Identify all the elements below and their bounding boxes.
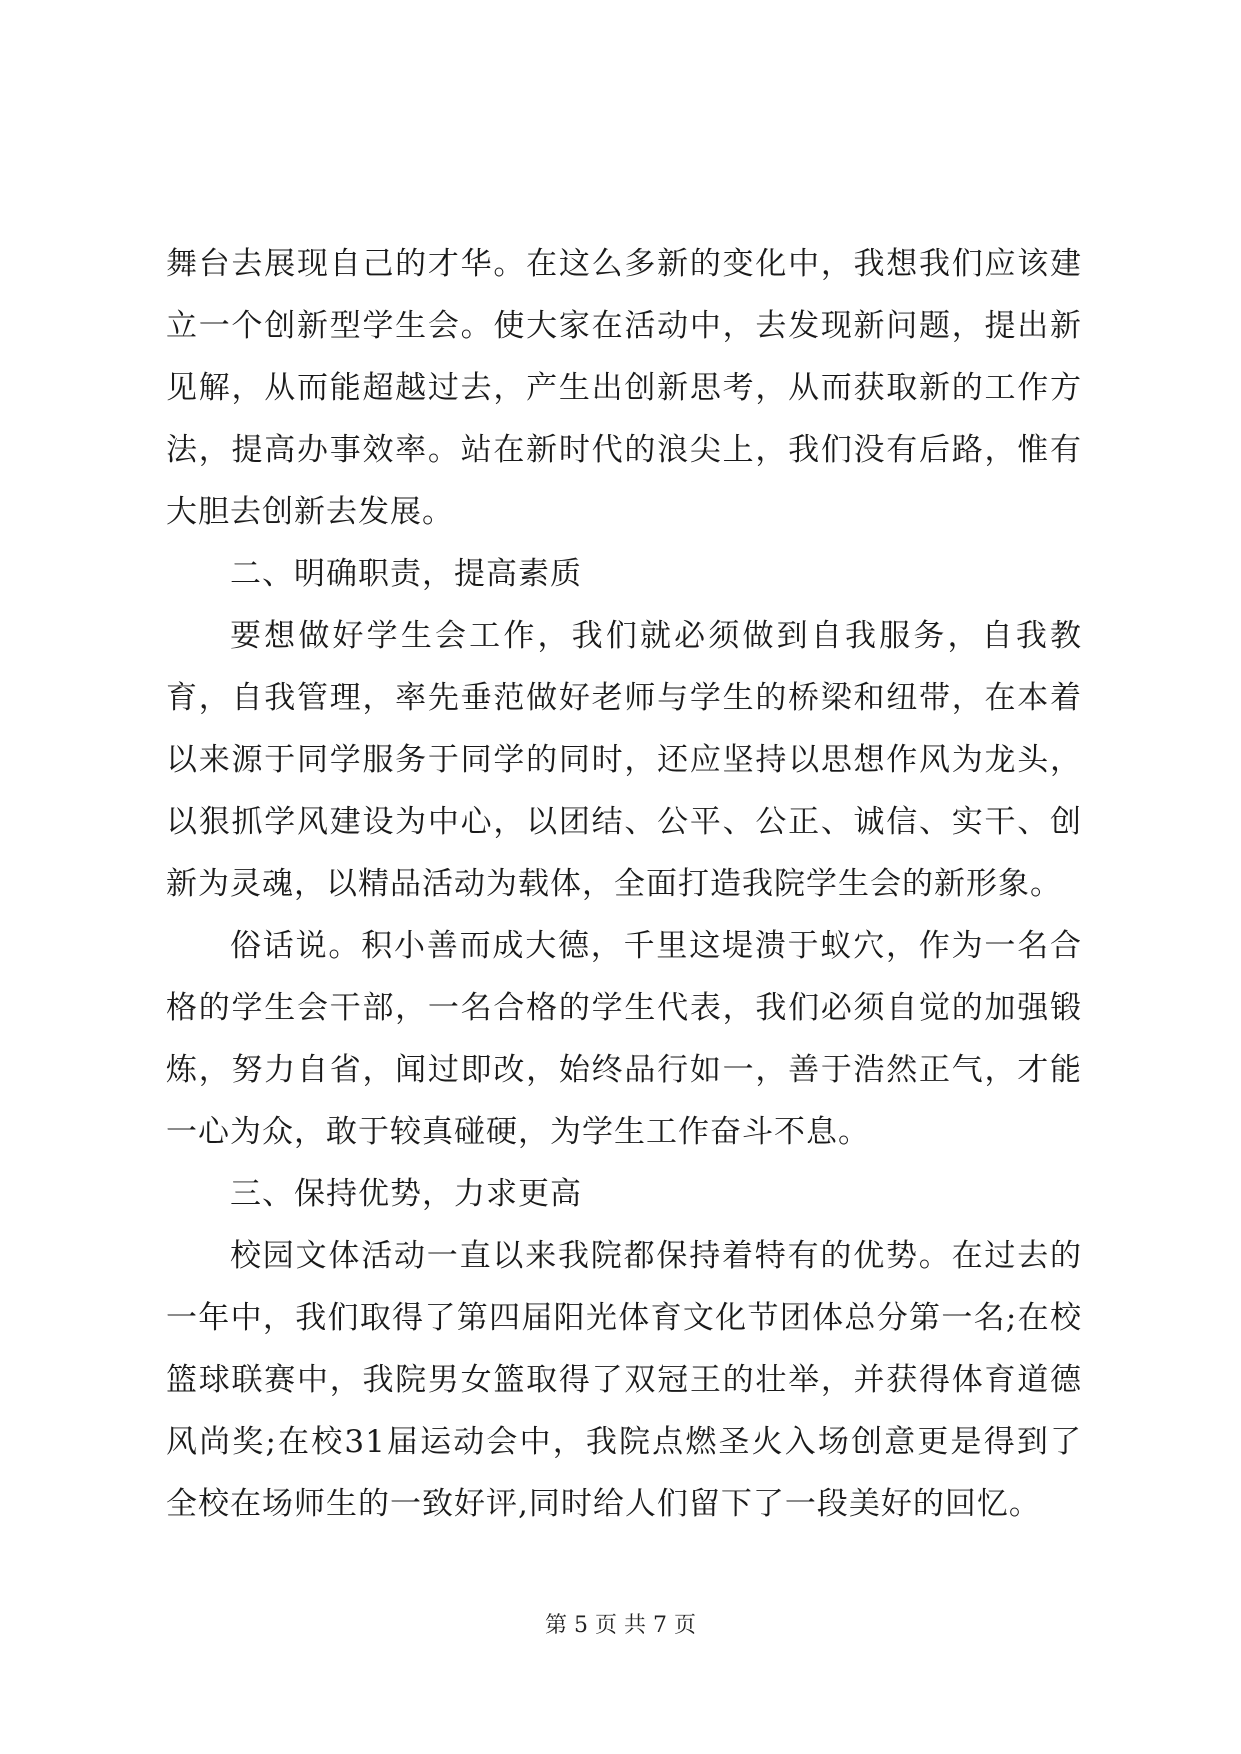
body-paragraph: 俗话说。积小善而成大德，千里这堤溃于蚁穴，作为一名合格的学生会干部，一名合格的学生代表，我们必须自觉的加强锻炼，努力自省，闻过即改，始终品行如一，善于浩然正气，才能一心为众，敢于较真碰硬，为学生工作奋斗不息。	[166, 928, 1082, 1150]
document-body	[166, 233, 1082, 1535]
body-paragraph: 要想做好学生会工作，我们就必须做到自我服务，自我教育，自我管理，率先垂范做好老师与学生的桥梁和纽带，在本着以来源于同学服务于同学的同时，还应坚持以思想作风为龙头，以狠抓学风建设为中心，以团结、公平、公正、诚信、实干、创新为灵魂，以精品活动为载体，全面打造我院学生会的新形象。	[166, 618, 1082, 902]
body-paragraph: 校园文体活动一直以来我院都保持着特有的优势。在过去的一年中，我们取得了第四届阳光体育文化节团体总分第一名;在校篮球联赛中，我院男女篮取得了双冠王的壮举，并获得体育道德风尚奖;在校31届运动会中，我院点燃圣火入场创意更是得到了全校在场师生的一致好评,同时给人们留下了一段美好的回忆。	[166, 1238, 1082, 1522]
page-number-footer: 第 5 页 共 7 页	[545, 1613, 696, 1638]
section-heading: 三、保持优势，力求更高	[230, 1176, 582, 1212]
section-heading: 二、明确职责，提高素质	[230, 556, 582, 592]
body-paragraph: 舞台去展现自己的才华。在这么多新的变化中，我想我们应该建立一个创新型学生会。使大家在活动中，去发现新问题，提出新见解，从而能超越过去，产生出创新思考，从而获取新的工作方法，提高办事效率。站在新时代的浪尖上，我们没有后路，惟有大胆去创新去发展。	[166, 246, 1082, 530]
